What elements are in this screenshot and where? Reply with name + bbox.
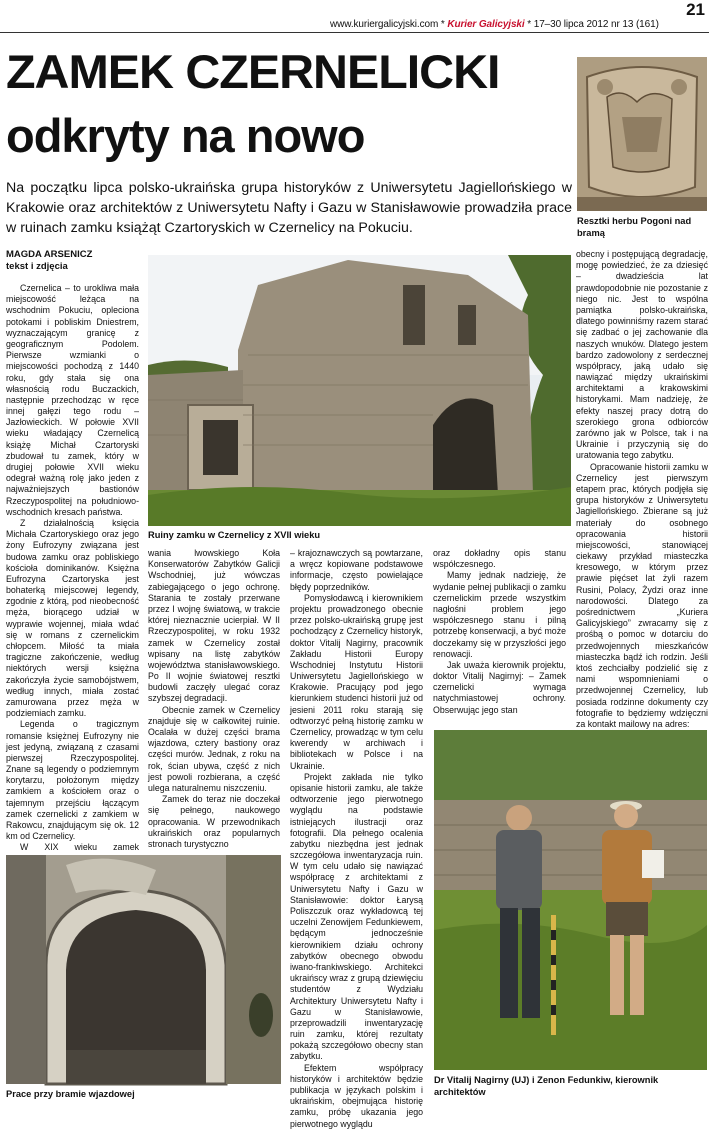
paragraph: Pomysłodawcą i kierownikiem projektu prowadzonego obecnie przez polsko-ukraińską grupę jest pochodzący z Czernelicy historyk, doktor Vitalij Nagirny, pracownik Zakładu Historii Europy Wschodniej Instytutu Historii Uniwersytetu Jagiellońskiego w Krakowie. Pracujący pod jego kierunkiem studenci historii już od jesieni 2011 roku starają się odtworzyć pełną historię zamku w Czernelicy, prowadząc w tym celu kwerendy w archiwach i bibliotekach w Polsce i na Ukrainie. [290, 592, 423, 771]
caption-coat-of-arms: Resztki herbu Pogoni nad bramą [577, 216, 692, 238]
article-column-3 [290, 548, 423, 1130]
caption-ruins: Ruiny zamku w Czernelicy z XVII wieku [148, 530, 321, 540]
paragraph: Efektem współpracy historyków i architektów będzie publikacja w językach polskim i ukraińskim, obejmująca historię zamku, próbę ukazania jego pierwotnego wyglądu [290, 1062, 423, 1129]
article-column-2 [148, 548, 280, 850]
paragraph: Jak uważa kierownik projektu, doktor Vitalij Nagirnyj: – Zamek czernelicki wymaga natychmiastowej ochrony. Obserwując jego stan [433, 659, 566, 715]
paragraph: Z działalnością księcia Michała Czartoryskiego oraz jego żony Eufrozyny związana jest budowa zamku oraz pobliskiego kościoła dominikanów. Księżna Eufrozyna Czartoryska jest bohaterką miejscowej legendy, zgodnie z którą, pod nieobecność męża, biorącego udział w wyprawie wojennej, miała wdać się w romans z czernelickim chłopcem. Miłość ta miała tragiczne zakończenie, według niektórych wersji księżna zakończyła życie samobójstwem, według innych, miała zostać zamurowana przez męża w podziemiach zamku. [6, 517, 139, 719]
header-divider [0, 32, 709, 33]
header-separator: * [438, 19, 448, 30]
coat-of-arms-photo [577, 57, 707, 211]
paragraph: Opracowanie historii zamku w Czernelicy jest pierwszym etapem prac, których podjęła się grupa historyków z Uniwersytetu Jagiellońskiego. Zbierane są już materiały do osobnego opracowania historii miejscowości, stanowiącej ciekawy przykład miasteczka kresowego, w którym przez prawie pięćset lat żyli razem Rusini, Polacy, Żydzi oraz inne narodowości. Dlatego za pośrednictwem „Kuriera Galicyjskiego” zwracamy się z prośbą o pomoc w dotarciu do przedwojennych mieszkańców miasteczka bądź ich rodzin. Jeśli ktoś zechciałby podzielić się z nami wspomnieniami o przedwojennej Czernelicy, lub posiada rodzinne dokumenty czy fotografie to będziemy wdzięczni za kontakt mailowy na adres: [576, 461, 708, 729]
gate-works-photo [6, 855, 281, 1084]
byline [6, 249, 92, 273]
paragraph: W XIX wieku zamek [20, 842, 139, 853]
paragraph: Zamek do teraz nie doczekał się pełnego, naukowego opracowania. W przewodnikach ukraińskich oraz popularnych stronach turystyczno [148, 794, 280, 849]
gate-works-image [6, 855, 281, 1084]
article-column-1 [6, 283, 139, 887]
castle-ruins-photo [148, 255, 571, 526]
researchers-image [434, 730, 707, 1070]
coat-of-arms-image [577, 57, 707, 211]
author-name: MAGDA ARSENICZ [6, 249, 93, 260]
article-column-5 [576, 249, 708, 741]
caption-researchers: Dr Vitalij Nagirny (UJ) i Zenon Fedunkiw, kierownik architektów [434, 1075, 659, 1097]
caption-gate: Prace przy bramie wjazdowej [6, 1089, 135, 1099]
paragraph: oraz dokładny opis stanu współczesnego. [433, 548, 566, 570]
researchers-photo [434, 730, 707, 1070]
issue-info: * 17–30 lipca 2012 nr 13 (161) [524, 19, 659, 30]
site-url[interactable]: www.kuriergalicyjski.com [330, 19, 439, 30]
paragraph: Projekt zakłada nie tylko opisanie historii zamku, ale także odtworzenie jego pierwotnego wyglądu na podstawie istniejących ilustracji oraz fotografii. Dla pełnego ocalenia zabytku niezbędna jest jednak szczegółowa inwentaryzacja ruin. W tym celu udało się nawiązać współpracę z architektami z Uniwersytetu Nafty i Gazu w Stanisławowie: doktor Łarysą Poliszczuk oraz wykładowcą tej uczelni Zenowijem Fedunkiewem, będącym jednocześnie kierownikiem działu ochrony zabytków obecnego obwodu iwano-frankiwskiego. Architekci ukraińscy wraz z grupą dziewięciu studentów z Wydziału Architektury Uniwersytetu Nafty i Gazu w Stanisławowie, przeprowadzili inwentaryzację ruin zamku, której rezultaty pokażą szczegółowo obecny stan zabytku. [290, 771, 423, 1062]
page-number: 21 [686, 0, 705, 19]
paragraph: Obecnie zamek w Czernelicy znajduje się w całkowitej ruinie. Ocalała w dużej części brama wjazdowa, cztery bastiony oraz części murów. Jednak, z roku na rok, ścian ubywa, część z nich jest powoli rozbierana, a część ulega naturalnemu niszczeniu. [148, 704, 280, 793]
article-column-4 [433, 548, 566, 716]
paragraph: obecny i postępującą degradację, mogę powiedzieć, że za dziesięć – dwadzieścia lat prawdopodobnie nie pozostanie z niego nic. Jest to wspólna pamiątka polsko-ukraińska, dlatego powinniśmy razem starać się zadbać o jej zachowanie dla naszych wnuków. Dlatego jestem bardzo zadowolony z serdecznej współpracy, jaką udało się nawiązać między ukraińskimi architektami a krakowskimi historykami. Mam nadzieję, że efekty naszej pracy dotrą do szerokiego grona odbiorców zarówno jak w Polsce, tak i na Ukrainie i przyczynią się do uratowania tego zabytku. [576, 249, 708, 461]
author-credit: tekst i zdjęcia [6, 261, 68, 272]
lead-paragraph: Na początku lipca polsko-ukraińska grupa historyków z Uniwersytetu Jagiellońskiego w Krakowie oraz architektów z Uniwersytetu Nafty i Gazu w Stanisławowie prowadziła prace w ruinach zamku książąt Czartoryskich w Czernelicy na Pokuciu. [6, 180, 572, 236]
paragraph: Czernelica – to urokliwa mała miejscowość leżąca na wschodnim Pokuciu, opleciona potokami i pobliskim Dniestrem, wyznaczającym granicę z geograficznym Podolem. Pierwsze wzmianki o miejscowości pochodzą z 1440 roku, gdy stała się ona własnością rodu Buczackich, następnie przechodząc w ręce innej gałęzi tego rodu – Jazłowieckich. W połowie XVII wieku władający Czernelicą książę Michał Czartoryski zbudował tu zamek, który w drugiej połowie XVII wieku odegrał ważną rolę jako jeden z najważniejszych bastionów Rzeczypospolitej na południowo-wschodnich kresach państwa. [6, 283, 139, 517]
paragraph: Mamy jednak nadzieję, że wydanie pełnej publikacji o zamku czernelickim przede wszystkim nagłośni problem jego współczesnego stanu i pilną potrzebę konserwacji, a być może doczekamy się w przyszłości jego renowacji. [433, 570, 566, 659]
running-header [330, 19, 709, 30]
paragraph: wania lwowskiego Koła Konserwatorów Zabytków Galicji Wschodniej, już wówczas zabiegającego o jego ochronę. Starania te zostały przerwane przez I wojnę światową, w trakcie której nieznacznie ucierpiał. W II Rzeczypospolitej, w roku 1932 zamek w Czernelicy został wpisany na listę zabytków województwa stanisławowskiego. Po II wojnie światowej resztki budowli zaczęły ulegać coraz szybszej degradacji. [148, 548, 280, 704]
castle-ruins-image [148, 255, 571, 526]
headline-line-2: odkryty na nowo [6, 109, 365, 162]
headline-line-1: ZAMEK CZERNELICKI [6, 45, 500, 98]
paragraph: – krajoznawczych są powtarzane, a wręcz kopiowane podstawowe informacje, często powielające błędy poprzedników. [290, 548, 423, 592]
paragraph: Legenda o tragicznym romansie księżnej Eufrozyny nie jest jedyną, związaną z czasami pierwszej Rzeczypospolitej. Znane są legendy o podziemnym korytarzu, położonym między zamkiem a kościołem oraz o tajemnym przejściu łączącym zamek czernelicki z zamkiem w Rakowcu, znajdującym się ok. 12 km od Czernelicy. [6, 719, 139, 842]
newspaper-brand: Kurier Galicyjski [447, 19, 525, 30]
